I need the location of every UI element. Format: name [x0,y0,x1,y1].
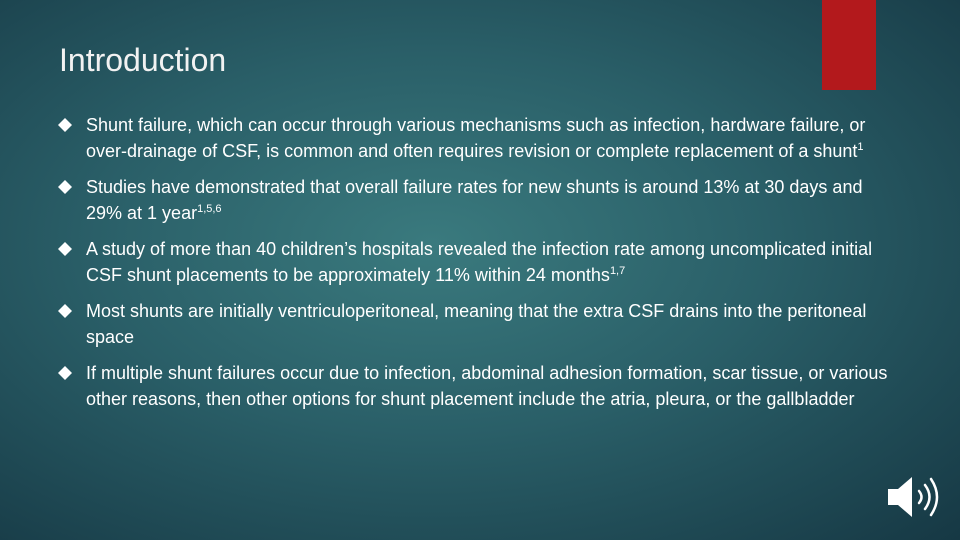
diamond-bullet-icon [58,180,72,194]
diamond-bullet-icon [58,242,72,256]
list-item [58,298,888,350]
citation: 1,7 [609,265,626,277]
citation: 1 [857,141,864,153]
speaker-icon[interactable] [886,474,944,520]
bullet-text: A study of more than 40 children’s hospitals revealed the infection rate among uncomplicated initial CSF shunt placements to be approximately 11% within 24 months [86,239,873,285]
bullet-text: Most shunts are initially ventriculoperitoneal, meaning that the extra CSF drains into the peritoneal space [86,301,867,347]
bullet-text: Shunt failure, which can occur through various mechanisms such as infection, hardware failure, or over-drainage of CSF, is common and often requires revision or complete replacement of a shunt [86,115,866,161]
bullet-list [58,112,888,422]
citation: 1,5,6 [197,203,222,215]
accent-bar [822,0,876,90]
list-item [58,360,888,412]
diamond-bullet-icon [58,304,72,318]
list-item [58,112,888,164]
diamond-bullet-icon [58,118,72,132]
slide-title: Introduction [59,42,227,78]
diamond-bullet-icon [58,366,72,380]
bullet-text: Studies have demonstrated that overall failure rates for new shunts is around 13% at 30 days and 29% at 1 year [86,177,863,223]
list-item [58,174,888,226]
list-item [58,236,888,288]
bullet-text: If multiple shunt failures occur due to infection, abdominal adhesion formation, scar tissue, or various other reasons, then other options for shunt placement include the atria, pleura, or the gallbladder [86,363,888,409]
